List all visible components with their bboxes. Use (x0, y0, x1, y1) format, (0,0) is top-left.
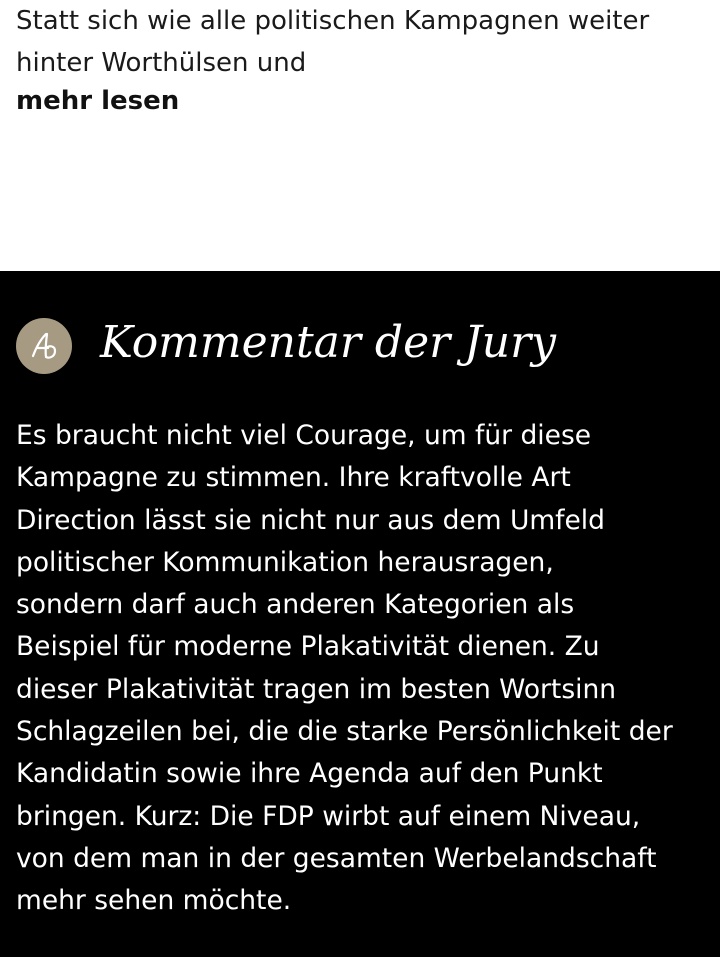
teaser-line: hinter Worthülsen und (16, 48, 307, 78)
adc-logo-glyph (24, 326, 64, 366)
jury-line: Beispiel für moderne Plakativität dienen. Zu (16, 631, 600, 663)
jury-line: Schlagzeilen bei, die die starke Persönlichkeit der (16, 716, 673, 748)
jury-line: mehr sehen möchte. (16, 885, 292, 917)
jury-line: bringen. Kurz: Die FDP wirbt auf einem Niveau, (16, 800, 641, 832)
jury-comment-text (16, 415, 712, 923)
jury-line: dieser Plakativität tragen im besten Wortsinn (16, 673, 617, 705)
jury-comment-section (0, 271, 720, 957)
jury-line: Es braucht nicht viel Courage, um für diese (16, 420, 592, 451)
jury-title: Kommentar der Jury (100, 317, 557, 368)
jury-line: sondern darf auch anderen Kategorien als (16, 589, 575, 621)
jury-line: politischer Kommunikation herausragen, (16, 546, 554, 578)
jury-line: Kandidatin sowie ihre Agenda auf den Punkt (16, 758, 603, 790)
teaser-line: Statt sich wie alle politischen Kampagnen weiter (16, 6, 650, 36)
jury-line: Direction lässt sie nicht nur aus dem Umfeld (16, 504, 605, 536)
jury-line: Kampagne zu stimmen. Ihre kraftvolle Art (16, 462, 571, 494)
adc-logo-icon (16, 318, 72, 374)
teaser-section (0, 0, 720, 271)
teaser-text (16, 0, 706, 84)
jury-line: von dem man in der gesamten Werbelandschaft (16, 842, 657, 874)
read-more-link[interactable]: mehr lesen (16, 86, 180, 116)
